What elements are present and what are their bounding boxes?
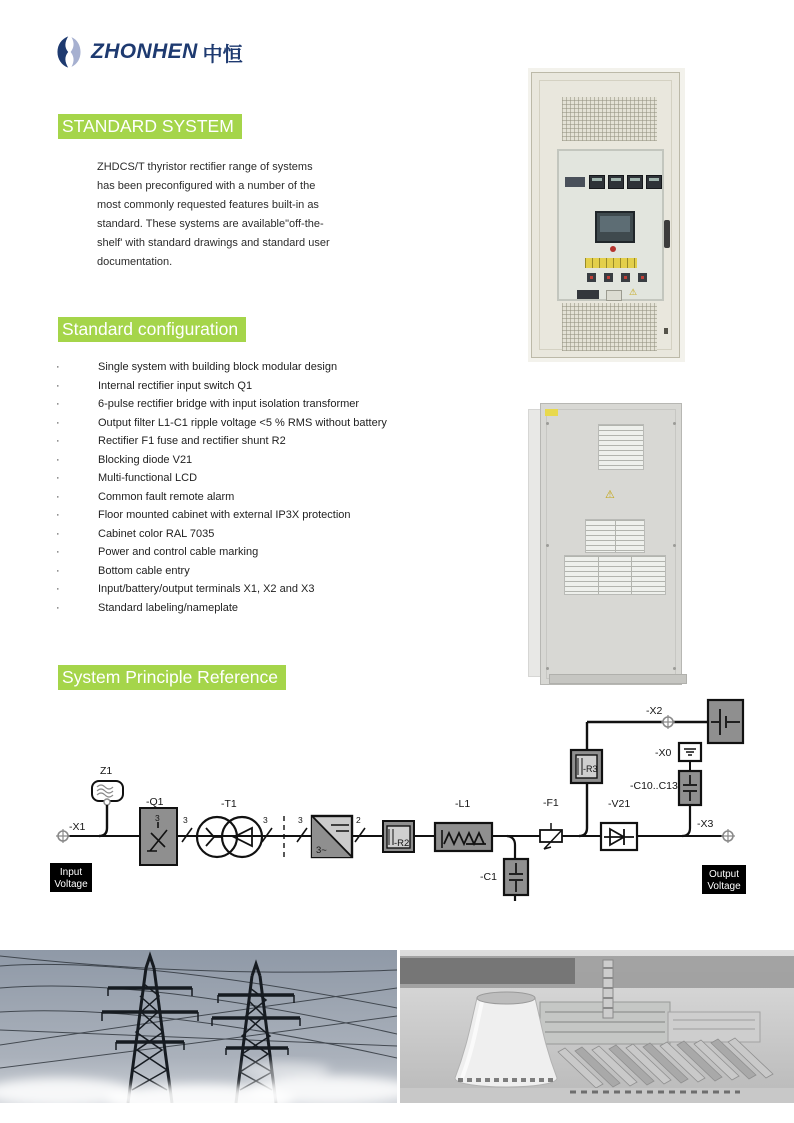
configuration-list-item — [50, 451, 490, 470]
configuration-item-text: 6-pulse rectifier bridge with input isolation transformer — [98, 398, 360, 411]
screw — [546, 544, 549, 547]
cabinet1-top-vent — [562, 97, 657, 141]
bullet-dot: · — [56, 453, 60, 466]
cabinet2-body — [540, 403, 682, 685]
l1-label: -L1 — [455, 798, 471, 810]
cabinet1-lock — [664, 328, 668, 334]
cabinet2-top-vent — [598, 424, 644, 470]
screw — [546, 667, 549, 670]
z1-drop-line — [99, 805, 107, 836]
configuration-item-text: Single system with building block modular design — [98, 361, 338, 374]
cabinet1-body — [531, 72, 680, 358]
panel-switch — [638, 273, 647, 282]
output-voltage-line2: Voltage — [707, 881, 741, 892]
screw — [673, 422, 676, 425]
f1-label: -F1 — [543, 797, 559, 809]
panel-meter — [608, 175, 624, 189]
configuration-list-item — [50, 525, 490, 544]
l1-inductor-box — [435, 823, 492, 851]
x3-terminal-cross — [721, 829, 735, 843]
brand-logo-icon — [55, 33, 83, 71]
intro-paragraph: ZHDCS/T thyristor rectifier range of systems has been preconfigured with a number of the most commonly requested features built-in as standard. These systems are available"off-the-shelf' with standard drawings and standard user documentation. — [97, 161, 330, 268]
configuration-list-item — [50, 432, 490, 451]
cabinet-front-photo — [528, 68, 685, 362]
configuration-item-text: Output filter L1-C1 ripple voltage <5 % RMS without battery — [98, 416, 387, 429]
heading-standard-configuration: Standard configuration — [58, 317, 246, 342]
bullet-dot: · — [56, 527, 60, 540]
phase3-label-1: 3 — [183, 815, 188, 825]
configuration-list-item — [50, 395, 490, 414]
configuration-list-item — [50, 543, 490, 562]
configuration-item-text: Cabinet color RAL 7035 — [98, 527, 215, 540]
bullet-dot: · — [56, 564, 60, 577]
configuration-list-item — [50, 506, 490, 525]
x3-label: -X3 — [697, 818, 714, 830]
configuration-list-item — [50, 414, 490, 433]
x0-label: -X0 — [655, 747, 672, 759]
screw — [673, 667, 676, 670]
cabinet1-window — [557, 149, 664, 301]
r2-label: -R2 — [394, 838, 410, 849]
panel-module — [577, 290, 599, 299]
cabinet2-warning-icon: ⚠ — [605, 489, 615, 501]
phase3-label-2: 3 — [263, 815, 268, 825]
c10c13-label: -C10..C13 — [630, 780, 678, 792]
screw — [673, 544, 676, 547]
x1-label: -X1 — [69, 821, 86, 833]
photo-power-plant — [400, 950, 794, 1103]
panel-warning-icon: ⚠ — [629, 287, 638, 297]
cabinet1-bottom-vent — [562, 303, 657, 351]
output-voltage-line1: Output — [708, 869, 740, 880]
brand-name: ZHONHEN — [91, 40, 198, 63]
panel-red-button — [610, 246, 616, 252]
phase2-label: 2 — [356, 815, 361, 825]
configuration-item-text: Rectifier F1 fuse and rectifier shunt R2 — [98, 435, 286, 448]
bullet-dot: · — [56, 379, 60, 392]
z1-label: Z1 — [100, 765, 113, 777]
panel-lcd-display — [595, 211, 635, 243]
configuration-item-text: Multi-functional LCD — [98, 472, 198, 485]
configuration-item-text: Input/battery/output terminals X1, X2 and X3 — [98, 583, 315, 596]
cabinet2-bottom-vent — [564, 555, 666, 595]
configuration-list-item — [50, 469, 490, 488]
configuration-item-text: Standard labeling/nameplate — [98, 601, 239, 614]
bullet-dot: · — [56, 490, 60, 503]
photo-transmission-towers — [0, 950, 397, 1103]
configuration-item-text: Floor mounted cabinet with external IP3X protection — [98, 509, 351, 522]
configuration-item-text: Power and control cable marking — [98, 546, 259, 559]
configuration-list-item — [50, 562, 490, 581]
system-principle-diagram — [0, 690, 794, 905]
q1-poles-label: 3 — [155, 813, 160, 823]
z1-terminal-dot — [104, 799, 110, 805]
cabinet2-base — [549, 674, 687, 684]
bullet-dot: · — [56, 546, 60, 559]
t1-label: -T1 — [221, 798, 237, 810]
panel-switch — [621, 273, 630, 282]
panel-warning-strip — [585, 258, 637, 268]
bullet-dot: · — [56, 361, 60, 374]
input-voltage-line2: Voltage — [54, 879, 88, 890]
x2-label: -X2 — [646, 705, 663, 717]
panel-switch — [604, 273, 613, 282]
bullet-dot: · — [56, 583, 60, 596]
f1-fuse-box — [540, 830, 562, 842]
input-voltage-line1: Input — [59, 867, 83, 878]
q1-label: -Q1 — [146, 796, 164, 808]
heading-standard-system: STANDARD SYSTEM — [58, 114, 242, 139]
x1-terminal-cross — [56, 829, 70, 843]
panel-meter — [627, 175, 643, 189]
cabinet2-mid-vent — [585, 519, 645, 553]
configuration-list-item — [50, 599, 490, 618]
configuration-item-text: Blocking diode V21 — [98, 453, 193, 466]
background-roofs — [400, 958, 575, 984]
plant-chimney — [603, 960, 613, 1018]
cabinet1-breaker-strip — [565, 177, 585, 187]
configuration-list-item — [50, 377, 490, 396]
x2-terminal-cross — [661, 715, 675, 729]
bullet-dot: · — [56, 472, 60, 485]
bullet-dot: · — [56, 601, 60, 614]
r3-label: -R3 — [583, 764, 598, 774]
panel-meter — [589, 175, 605, 189]
configuration-item-text: Common fault remote alarm — [98, 490, 235, 503]
v21-label: -V21 — [608, 798, 631, 810]
configuration-list-item — [50, 358, 490, 377]
bullet-dot: · — [56, 416, 60, 429]
configuration-list — [50, 358, 490, 617]
configuration-item-text: Bottom cable entry — [98, 564, 190, 577]
c1-label: -C1 — [480, 871, 497, 883]
rectifier-ac-label: 3~ — [316, 845, 327, 856]
bullet-dot: · — [56, 435, 60, 448]
cabinet2-label-sticker — [545, 409, 558, 416]
panel-switch — [587, 273, 596, 282]
brand-logo — [55, 33, 243, 71]
foreground-ground — [400, 1088, 794, 1103]
cabinet1-door-handle — [664, 220, 670, 248]
brand-name-cn: 中恒 — [202, 43, 243, 66]
z1-filter-symbol — [92, 781, 123, 801]
cabinet-rear-photo — [528, 403, 680, 689]
phase3-label-3: 3 — [298, 815, 303, 825]
heading-system-principle-reference: System Principle Reference — [58, 665, 286, 690]
screw — [546, 422, 549, 425]
configuration-list-item — [50, 580, 490, 599]
panel-meter — [646, 175, 662, 189]
bullet-dot: · — [56, 398, 60, 411]
c10c13-drop-line — [682, 805, 690, 836]
panel-module — [606, 290, 622, 301]
bullet-dot: · — [56, 509, 60, 522]
configuration-list-item — [50, 488, 490, 507]
configuration-item-text: Internal rectifier input switch Q1 — [98, 379, 253, 392]
